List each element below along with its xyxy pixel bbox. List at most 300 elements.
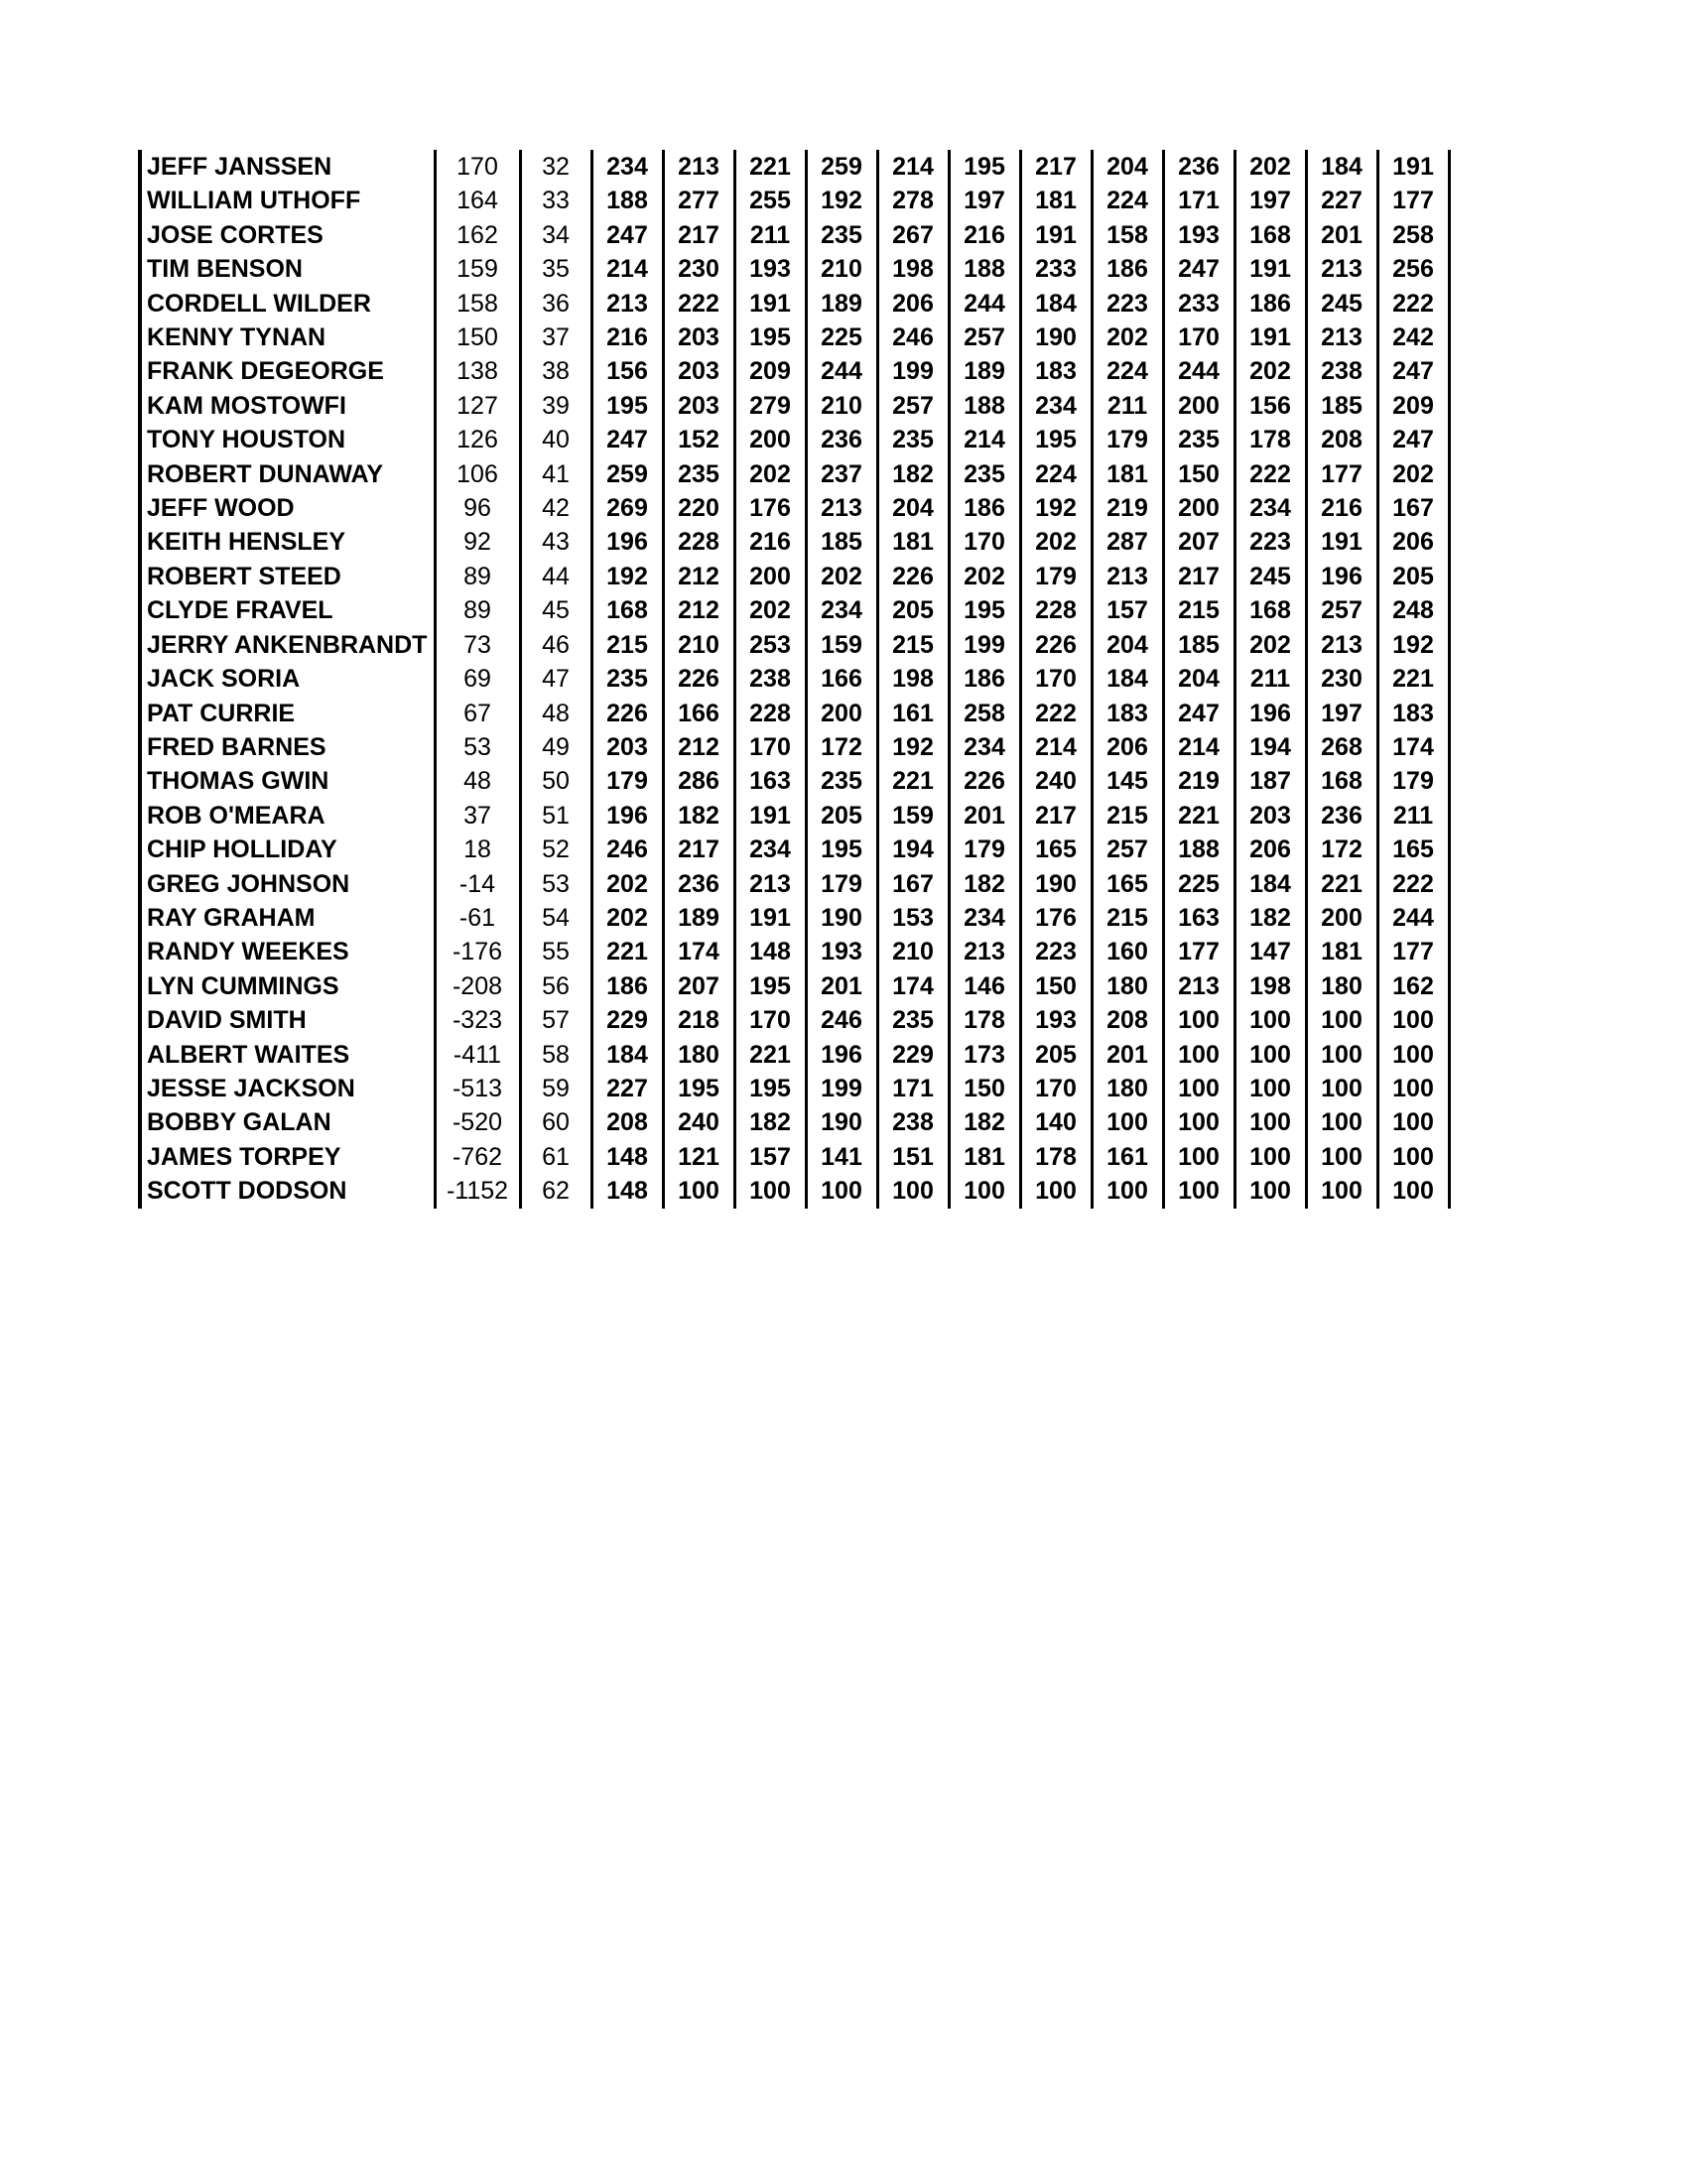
game-score-cell: 191 — [1234, 321, 1306, 354]
bowler-name: PAT CURRIE — [140, 697, 435, 730]
game-score-cell: 195 — [663, 1072, 734, 1105]
game-score-cell: 198 — [877, 252, 949, 286]
game-score-cell: 179 — [806, 867, 877, 901]
table-row — [140, 730, 1449, 764]
game-score-cell: 269 — [591, 491, 663, 525]
game-score-cell: 202 — [591, 901, 663, 935]
game-score-cell: 247 — [1163, 252, 1234, 286]
game-score-cell: 235 — [949, 457, 1020, 491]
game-score-cell: 197 — [1234, 184, 1306, 217]
game-score-cell: 235 — [591, 662, 663, 696]
game-score-cell: 217 — [1020, 150, 1092, 184]
rank-cell: 42 — [520, 491, 591, 525]
game-score-cell: 234 — [949, 730, 1020, 764]
game-score-cell: 100 — [1306, 1174, 1377, 1208]
game-score-cell: 244 — [949, 287, 1020, 321]
game-score-cell: 287 — [1092, 525, 1163, 559]
rank-cell: 35 — [520, 252, 591, 286]
game-score-cell: 186 — [949, 491, 1020, 525]
game-score-cell: 221 — [1377, 662, 1449, 696]
game-score-cell: 244 — [1377, 901, 1449, 935]
game-score-cell: 165 — [1092, 867, 1163, 901]
rank-cell: 33 — [520, 184, 591, 217]
game-score-cell: 100 — [1377, 1105, 1449, 1139]
game-score-cell: 267 — [877, 218, 949, 252]
rank-cell: 62 — [520, 1174, 591, 1208]
game-score-cell: 198 — [877, 662, 949, 696]
game-score-cell: 168 — [591, 593, 663, 627]
rank-cell: 61 — [520, 1140, 591, 1174]
game-score-cell: 146 — [949, 969, 1020, 1003]
game-score-cell: 228 — [663, 525, 734, 559]
game-score-cell: 188 — [949, 389, 1020, 423]
game-score-cell: 202 — [949, 560, 1020, 593]
table-row — [140, 1038, 1449, 1072]
game-score-cell: 191 — [1234, 252, 1306, 286]
game-score-cell: 227 — [1306, 184, 1377, 217]
game-score-cell: 188 — [591, 184, 663, 217]
game-score-cell: 236 — [1163, 150, 1234, 184]
game-score-cell: 247 — [591, 423, 663, 456]
bowler-name: THOMAS GWIN — [140, 764, 435, 798]
game-score-cell: 179 — [1377, 764, 1449, 798]
rank-cell: 60 — [520, 1105, 591, 1139]
points-cell: 73 — [435, 628, 520, 662]
rank-cell: 56 — [520, 969, 591, 1003]
bowler-name: BOBBY GALAN — [140, 1105, 435, 1139]
game-score-cell: 248 — [1377, 593, 1449, 627]
points-cell: 150 — [435, 321, 520, 354]
game-score-cell: 224 — [1020, 457, 1092, 491]
bowler-name: KEITH HENSLEY — [140, 525, 435, 559]
game-score-cell: 161 — [877, 697, 949, 730]
game-score-cell: 224 — [1092, 354, 1163, 388]
game-score-cell: 206 — [877, 287, 949, 321]
game-score-cell: 200 — [1163, 491, 1234, 525]
game-score-cell: 179 — [1020, 560, 1092, 593]
game-score-cell: 223 — [1092, 287, 1163, 321]
game-score-cell: 174 — [1377, 730, 1449, 764]
points-cell: 92 — [435, 525, 520, 559]
game-score-cell: 189 — [949, 354, 1020, 388]
game-score-cell: 247 — [591, 218, 663, 252]
game-score-cell: 279 — [734, 389, 806, 423]
table-row — [140, 389, 1449, 423]
game-score-cell: 228 — [1020, 593, 1092, 627]
bowler-name: ROB O'MEARA — [140, 799, 435, 833]
bowler-name: CLYDE FRAVEL — [140, 593, 435, 627]
game-score-cell: 184 — [1306, 150, 1377, 184]
game-score-cell: 206 — [1092, 730, 1163, 764]
game-score-cell: 166 — [806, 662, 877, 696]
bowler-name: JOSE CORTES — [140, 218, 435, 252]
bowler-name: FRANK DEGEORGE — [140, 354, 435, 388]
game-score-cell: 230 — [1306, 662, 1377, 696]
game-score-cell: 190 — [1020, 321, 1092, 354]
game-score-cell: 165 — [1377, 833, 1449, 866]
game-score-cell: 196 — [591, 799, 663, 833]
game-score-cell: 200 — [734, 560, 806, 593]
game-score-cell: 213 — [1306, 628, 1377, 662]
game-score-cell: 183 — [1377, 697, 1449, 730]
game-score-cell: 156 — [1234, 389, 1306, 423]
rank-cell: 36 — [520, 287, 591, 321]
game-score-cell: 186 — [949, 662, 1020, 696]
bowler-name: RANDY WEEKES — [140, 935, 435, 968]
table-row — [140, 867, 1449, 901]
bowler-name: WILLIAM UTHOFF — [140, 184, 435, 217]
game-score-cell: 100 — [1163, 1038, 1234, 1072]
game-score-cell: 189 — [663, 901, 734, 935]
game-score-cell: 147 — [1234, 935, 1306, 968]
game-score-cell: 167 — [1377, 491, 1449, 525]
game-score-cell: 198 — [1234, 969, 1306, 1003]
table-row — [140, 184, 1449, 217]
game-score-cell: 222 — [1234, 457, 1306, 491]
game-score-cell: 171 — [877, 1072, 949, 1105]
game-score-cell: 178 — [949, 1003, 1020, 1037]
rank-cell: 34 — [520, 218, 591, 252]
game-score-cell: 141 — [806, 1140, 877, 1174]
game-score-cell: 277 — [663, 184, 734, 217]
game-score-cell: 257 — [1306, 593, 1377, 627]
game-score-cell: 238 — [1306, 354, 1377, 388]
table-row — [140, 287, 1449, 321]
points-cell: 89 — [435, 560, 520, 593]
game-score-cell: 202 — [1234, 150, 1306, 184]
table-row — [140, 628, 1449, 662]
game-score-cell: 194 — [1234, 730, 1306, 764]
game-score-cell: 157 — [1092, 593, 1163, 627]
game-score-cell: 179 — [949, 833, 1020, 866]
game-score-cell: 240 — [663, 1105, 734, 1139]
game-score-cell: 205 — [1020, 1038, 1092, 1072]
game-score-cell: 161 — [1092, 1140, 1163, 1174]
game-score-cell: 170 — [734, 1003, 806, 1037]
game-score-cell: 215 — [1092, 901, 1163, 935]
game-score-cell: 180 — [1092, 1072, 1163, 1105]
game-score-cell: 168 — [1234, 593, 1306, 627]
game-score-cell: 202 — [1377, 457, 1449, 491]
game-score-cell: 160 — [1092, 935, 1163, 968]
table-row — [140, 560, 1449, 593]
game-score-cell: 235 — [877, 423, 949, 456]
game-score-cell: 201 — [806, 969, 877, 1003]
points-cell: 53 — [435, 730, 520, 764]
game-score-cell: 186 — [1092, 252, 1163, 286]
game-score-cell: 163 — [734, 764, 806, 798]
game-score-cell: 211 — [734, 218, 806, 252]
game-score-cell: 180 — [663, 1038, 734, 1072]
game-score-cell: 195 — [591, 389, 663, 423]
game-score-cell: 191 — [1306, 525, 1377, 559]
bowler-name: FRED BARNES — [140, 730, 435, 764]
game-score-cell: 100 — [1306, 1003, 1377, 1037]
game-score-cell: 187 — [1234, 764, 1306, 798]
bowler-name: GREG JOHNSON — [140, 867, 435, 901]
game-score-cell: 205 — [806, 799, 877, 833]
game-score-cell: 234 — [1020, 389, 1092, 423]
game-score-cell: 229 — [591, 1003, 663, 1037]
game-score-cell: 220 — [663, 491, 734, 525]
game-score-cell: 234 — [949, 901, 1020, 935]
game-score-cell: 222 — [1377, 867, 1449, 901]
game-score-cell: 178 — [1020, 1140, 1092, 1174]
game-score-cell: 203 — [591, 730, 663, 764]
game-score-cell: 202 — [734, 593, 806, 627]
game-score-cell: 100 — [1377, 1140, 1449, 1174]
game-score-cell: 192 — [877, 730, 949, 764]
table-row — [140, 1105, 1449, 1139]
game-score-cell: 173 — [949, 1038, 1020, 1072]
game-score-cell: 100 — [1092, 1105, 1163, 1139]
game-score-cell: 244 — [806, 354, 877, 388]
game-score-cell: 224 — [1092, 184, 1163, 217]
points-cell: 69 — [435, 662, 520, 696]
game-score-cell: 184 — [1092, 662, 1163, 696]
game-score-cell: 217 — [663, 833, 734, 866]
game-score-cell: 246 — [806, 1003, 877, 1037]
game-score-cell: 200 — [806, 697, 877, 730]
game-score-cell: 234 — [734, 833, 806, 866]
game-score-cell: 192 — [1020, 491, 1092, 525]
game-score-cell: 170 — [1020, 1072, 1092, 1105]
points-cell: 138 — [435, 354, 520, 388]
game-score-cell: 226 — [949, 764, 1020, 798]
game-score-cell: 181 — [1020, 184, 1092, 217]
game-score-cell: 100 — [1020, 1174, 1092, 1208]
game-score-cell: 221 — [734, 150, 806, 184]
table-row — [140, 969, 1449, 1003]
bowler-name: ROBERT STEED — [140, 560, 435, 593]
game-score-cell: 247 — [1377, 354, 1449, 388]
game-score-cell: 196 — [806, 1038, 877, 1072]
game-score-cell: 253 — [734, 628, 806, 662]
points-cell: 126 — [435, 423, 520, 456]
game-score-cell: 193 — [1163, 218, 1234, 252]
game-score-cell: 170 — [1020, 662, 1092, 696]
game-score-cell: 183 — [1020, 354, 1092, 388]
game-score-cell: 210 — [663, 628, 734, 662]
game-score-cell: 182 — [734, 1105, 806, 1139]
table-row — [140, 662, 1449, 696]
points-cell: -14 — [435, 867, 520, 901]
game-score-cell: 244 — [1163, 354, 1234, 388]
game-score-cell: 100 — [1377, 1174, 1449, 1208]
game-score-cell: 259 — [806, 150, 877, 184]
game-score-cell: 221 — [1163, 799, 1234, 833]
rank-cell: 40 — [520, 423, 591, 456]
rank-cell: 44 — [520, 560, 591, 593]
bowler-name: SCOTT DODSON — [140, 1174, 435, 1208]
table-row — [140, 1072, 1449, 1105]
game-score-cell: 202 — [1234, 354, 1306, 388]
game-score-cell: 214 — [877, 150, 949, 184]
game-score-cell: 213 — [949, 935, 1020, 968]
game-score-cell: 100 — [1092, 1174, 1163, 1208]
game-score-cell: 215 — [591, 628, 663, 662]
points-cell: -176 — [435, 935, 520, 968]
game-score-cell: 219 — [1163, 764, 1234, 798]
rank-cell: 57 — [520, 1003, 591, 1037]
points-cell: 158 — [435, 287, 520, 321]
bowler-name: JERRY ANKENBRANDT — [140, 628, 435, 662]
game-score-cell: 211 — [1234, 662, 1306, 696]
game-score-cell: 200 — [1306, 901, 1377, 935]
bowler-name: KENNY TYNAN — [140, 321, 435, 354]
game-score-cell: 191 — [1377, 150, 1449, 184]
game-score-cell: 213 — [591, 287, 663, 321]
game-score-cell: 268 — [1306, 730, 1377, 764]
game-score-cell: 222 — [663, 287, 734, 321]
game-score-cell: 278 — [877, 184, 949, 217]
table-row — [140, 423, 1449, 456]
game-score-cell: 183 — [1092, 697, 1163, 730]
game-score-cell: 170 — [1163, 321, 1234, 354]
game-score-cell: 217 — [1020, 799, 1092, 833]
game-score-cell: 184 — [1020, 287, 1092, 321]
game-score-cell: 177 — [1306, 457, 1377, 491]
rank-cell: 49 — [520, 730, 591, 764]
game-score-cell: 100 — [1377, 1003, 1449, 1037]
game-score-cell: 214 — [591, 252, 663, 286]
game-score-cell: 204 — [1092, 150, 1163, 184]
game-score-cell: 201 — [1092, 1038, 1163, 1072]
table-row — [140, 321, 1449, 354]
bowler-name: CHIP HOLLIDAY — [140, 833, 435, 866]
game-score-cell: 152 — [663, 423, 734, 456]
rank-cell: 39 — [520, 389, 591, 423]
table-row — [140, 1174, 1449, 1208]
bowler-name: TONY HOUSTON — [140, 423, 435, 456]
rank-cell: 59 — [520, 1072, 591, 1105]
game-score-cell: 199 — [949, 628, 1020, 662]
points-cell: 164 — [435, 184, 520, 217]
game-score-cell: 203 — [663, 354, 734, 388]
game-score-cell: 182 — [949, 1105, 1020, 1139]
table-row — [140, 354, 1449, 388]
table-row — [140, 457, 1449, 491]
game-score-cell: 195 — [1020, 423, 1092, 456]
bowler-name: LYN CUMMINGS — [140, 969, 435, 1003]
bowler-name: JEFF WOOD — [140, 491, 435, 525]
game-score-cell: 246 — [877, 321, 949, 354]
rank-cell: 51 — [520, 799, 591, 833]
game-score-cell: 203 — [663, 321, 734, 354]
game-score-cell: 190 — [806, 901, 877, 935]
game-score-cell: 185 — [806, 525, 877, 559]
game-score-cell: 221 — [734, 1038, 806, 1072]
rank-cell: 43 — [520, 525, 591, 559]
game-score-cell: 235 — [663, 457, 734, 491]
game-score-cell: 181 — [877, 525, 949, 559]
game-score-cell: 176 — [734, 491, 806, 525]
game-score-cell: 226 — [663, 662, 734, 696]
points-cell: 162 — [435, 218, 520, 252]
game-score-cell: 214 — [1163, 730, 1234, 764]
game-score-cell: 167 — [877, 867, 949, 901]
game-score-cell: 190 — [1020, 867, 1092, 901]
game-score-cell: 219 — [1092, 491, 1163, 525]
rank-cell: 37 — [520, 321, 591, 354]
game-score-cell: 247 — [1163, 697, 1234, 730]
game-score-cell: 196 — [591, 525, 663, 559]
game-score-cell: 218 — [663, 1003, 734, 1037]
game-score-cell: 225 — [1163, 867, 1234, 901]
game-score-cell: 184 — [1234, 867, 1306, 901]
game-score-cell: 202 — [1020, 525, 1092, 559]
game-score-cell: 190 — [806, 1105, 877, 1139]
game-score-cell: 193 — [1020, 1003, 1092, 1037]
game-score-cell: 221 — [877, 764, 949, 798]
game-score-cell: 204 — [1092, 628, 1163, 662]
rank-cell: 55 — [520, 935, 591, 968]
game-score-cell: 227 — [591, 1072, 663, 1105]
game-score-cell: 257 — [949, 321, 1020, 354]
game-score-cell: 121 — [663, 1140, 734, 1174]
bowler-name: KAM MOSTOWFI — [140, 389, 435, 423]
game-score-cell: 182 — [663, 799, 734, 833]
game-score-cell: 212 — [663, 560, 734, 593]
game-score-cell: 196 — [1234, 697, 1306, 730]
game-score-cell: 222 — [1377, 287, 1449, 321]
game-score-cell: 228 — [734, 697, 806, 730]
game-score-cell: 215 — [1092, 799, 1163, 833]
rank-cell: 53 — [520, 867, 591, 901]
game-score-cell: 153 — [877, 901, 949, 935]
game-score-cell: 208 — [1092, 1003, 1163, 1037]
table-row — [140, 150, 1449, 184]
game-score-cell: 159 — [806, 628, 877, 662]
game-score-cell: 205 — [1377, 560, 1449, 593]
game-score-cell: 286 — [663, 764, 734, 798]
points-cell: -1152 — [435, 1174, 520, 1208]
game-score-cell: 223 — [1020, 935, 1092, 968]
game-score-cell: 233 — [1020, 252, 1092, 286]
game-score-cell: 145 — [1092, 764, 1163, 798]
game-score-cell: 100 — [1377, 1038, 1449, 1072]
points-cell: -411 — [435, 1038, 520, 1072]
game-score-cell: 201 — [1306, 218, 1377, 252]
game-score-cell: 235 — [1163, 423, 1234, 456]
game-score-cell: 208 — [591, 1105, 663, 1139]
game-score-cell: 236 — [1306, 799, 1377, 833]
game-score-cell: 188 — [949, 252, 1020, 286]
table-row — [140, 697, 1449, 730]
game-score-cell: 230 — [663, 252, 734, 286]
game-score-cell: 194 — [877, 833, 949, 866]
game-score-cell: 206 — [1377, 525, 1449, 559]
bowler-name: JACK SORIA — [140, 662, 435, 696]
game-score-cell: 185 — [1163, 628, 1234, 662]
bowler-name: JAMES TORPEY — [140, 1140, 435, 1174]
game-score-cell: 148 — [734, 935, 806, 968]
rank-cell: 48 — [520, 697, 591, 730]
points-cell: 37 — [435, 799, 520, 833]
game-score-cell: 206 — [1234, 833, 1306, 866]
game-score-cell: 151 — [877, 1140, 949, 1174]
points-cell: -762 — [435, 1140, 520, 1174]
points-cell: 18 — [435, 833, 520, 866]
rank-cell: 46 — [520, 628, 591, 662]
game-score-cell: 212 — [663, 730, 734, 764]
game-score-cell: 196 — [1306, 560, 1377, 593]
game-score-cell: 226 — [1020, 628, 1092, 662]
game-score-cell: 100 — [1306, 1105, 1377, 1139]
game-score-cell: 203 — [663, 389, 734, 423]
points-cell: -61 — [435, 901, 520, 935]
game-score-cell: 180 — [1092, 969, 1163, 1003]
